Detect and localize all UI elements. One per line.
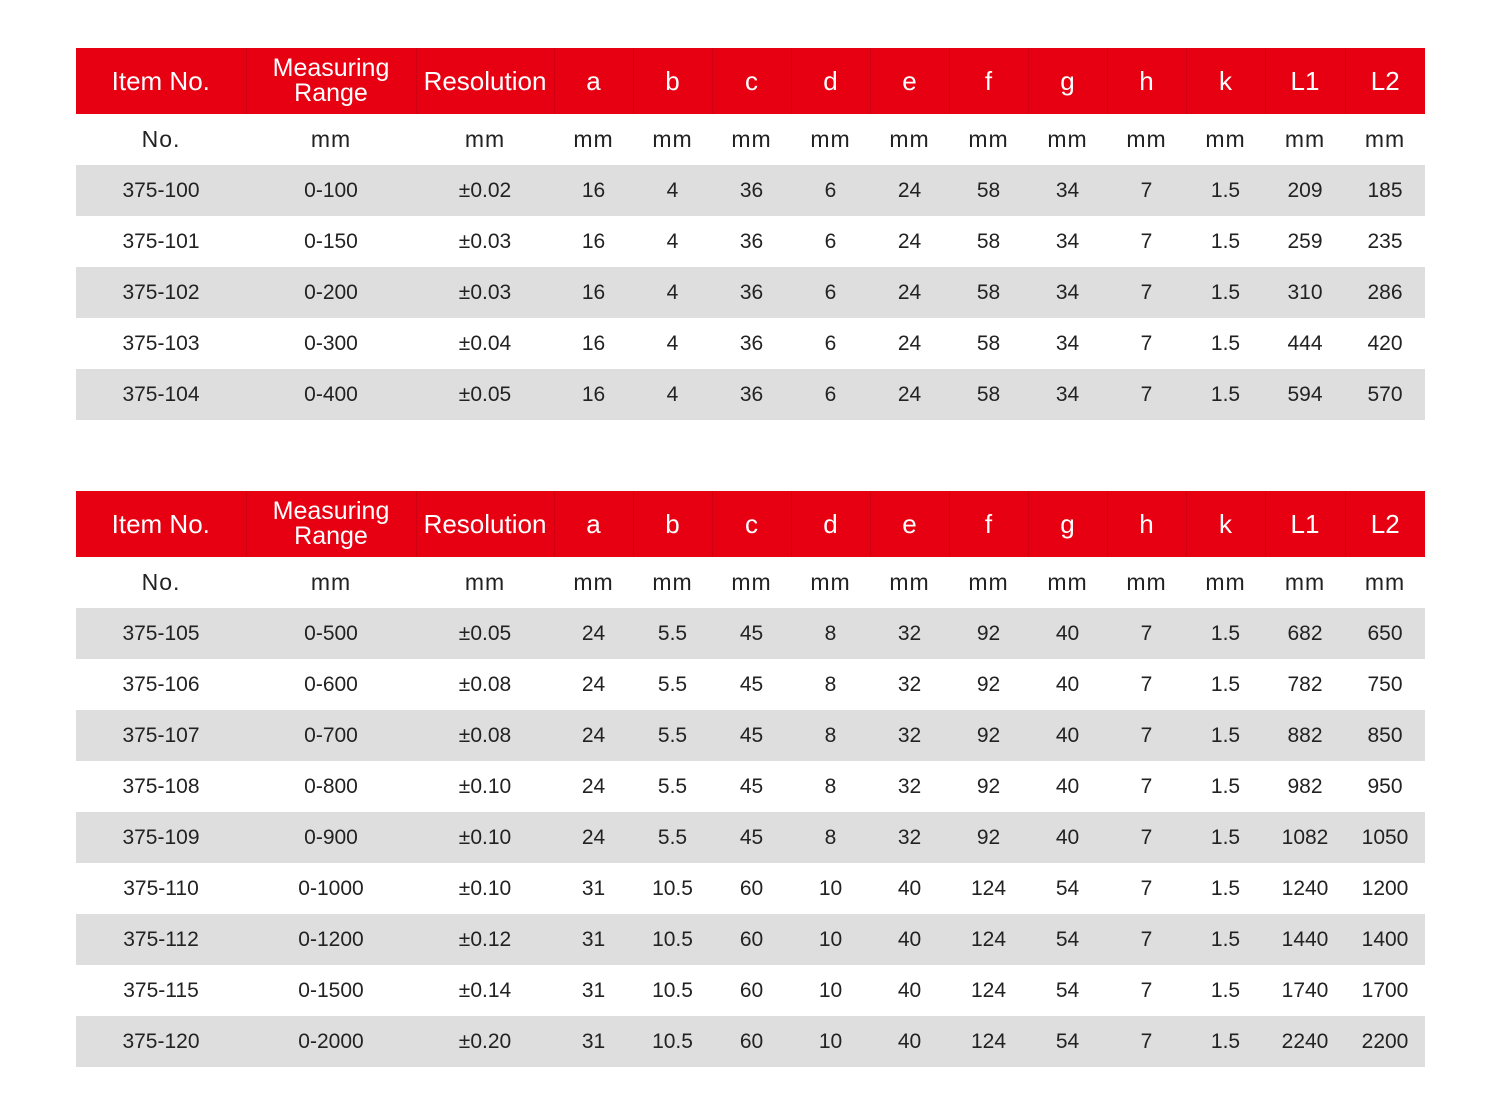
table-cell: ±0.03 bbox=[458, 229, 512, 253]
table-cell: 40 bbox=[870, 914, 949, 965]
table-cell: 1740 bbox=[1281, 978, 1329, 1002]
column-header: a bbox=[554, 491, 633, 557]
table-cell: 0-900 bbox=[246, 812, 416, 863]
unit-cell: mm bbox=[810, 126, 851, 152]
table-cell: 0-2000 bbox=[246, 1016, 416, 1067]
table-cell: 36 bbox=[739, 331, 764, 355]
table-cell: 1200 bbox=[1361, 876, 1409, 900]
column-header: h bbox=[1107, 48, 1186, 114]
column-header: e bbox=[870, 491, 949, 557]
table-cell: 1440 bbox=[1265, 914, 1345, 965]
unit-cell: mm bbox=[810, 569, 851, 595]
table-cell: ±0.08 bbox=[416, 710, 554, 761]
table-row bbox=[76, 914, 1425, 965]
table-cell: 60 bbox=[712, 914, 791, 965]
table-cell: 34 bbox=[1028, 267, 1107, 318]
column-header: Measuring Range bbox=[246, 491, 416, 557]
unit-cell: mm bbox=[1284, 569, 1326, 595]
table-cell: 40 bbox=[870, 1016, 949, 1067]
table-cell: 286 bbox=[1345, 267, 1425, 318]
table-cell: 7 bbox=[1107, 267, 1186, 318]
table-cell: 34 bbox=[1055, 331, 1080, 355]
table-cell: 45 bbox=[712, 710, 791, 761]
column-header: L1 bbox=[1265, 491, 1345, 557]
column-header: L2 bbox=[1370, 65, 1400, 96]
unit-cell: mm bbox=[731, 126, 772, 152]
unit-cell: mm bbox=[652, 126, 693, 152]
table-cell: ±0.02 bbox=[416, 165, 554, 216]
column-header: f bbox=[949, 48, 1028, 114]
table-cell: 682 bbox=[1265, 608, 1345, 659]
table-cell: 2240 bbox=[1265, 1016, 1345, 1067]
table-row bbox=[76, 1016, 1425, 1067]
table-cell: 7 bbox=[1140, 331, 1153, 355]
table-cell: 1.5 bbox=[1186, 165, 1265, 216]
table-cell: 32 bbox=[870, 812, 949, 863]
table-cell: 1.5 bbox=[1186, 710, 1265, 761]
column-header: Measuring Range bbox=[246, 48, 416, 114]
table-cell: 1050 bbox=[1345, 812, 1425, 863]
table-cell: 36 bbox=[712, 165, 791, 216]
column-header: c bbox=[712, 491, 791, 557]
table-cell: ±0.10 bbox=[458, 774, 512, 798]
table-cell: ±0.12 bbox=[416, 914, 554, 965]
table-cell: ±0.05 bbox=[416, 369, 554, 420]
table-cell: 444 bbox=[1287, 331, 1323, 355]
table-cell: 1240 bbox=[1281, 876, 1329, 900]
table-cell: 34 bbox=[1028, 165, 1107, 216]
item-number-cell: 375-120 bbox=[76, 1016, 246, 1067]
table-cell: 24 bbox=[870, 369, 949, 420]
table-cell: 1.5 bbox=[1210, 978, 1241, 1002]
table-cell: 10 bbox=[818, 978, 843, 1002]
unit-cell: mm bbox=[464, 126, 506, 152]
table-cell: 40 bbox=[1055, 672, 1080, 696]
column-header: b bbox=[633, 491, 712, 557]
table-cell: 0-1200 bbox=[246, 914, 416, 965]
table-cell: 1400 bbox=[1345, 914, 1425, 965]
table-cell: 7 bbox=[1107, 369, 1186, 420]
table-cell: 6 bbox=[791, 369, 870, 420]
table-cell: 40 bbox=[1028, 812, 1107, 863]
table-cell: 45 bbox=[739, 774, 764, 798]
table-cell: 31 bbox=[581, 978, 606, 1002]
spec-table-1 bbox=[76, 48, 1425, 420]
unit-cell: mm bbox=[310, 569, 352, 595]
table-cell: 16 bbox=[581, 331, 606, 355]
table-cell: 6 bbox=[824, 229, 837, 253]
table-cell: 570 bbox=[1345, 369, 1425, 420]
table-cell: 4 bbox=[666, 229, 679, 253]
table-cell: 0-100 bbox=[246, 165, 416, 216]
unit-cell: mm bbox=[1047, 126, 1088, 152]
table-cell: 36 bbox=[712, 267, 791, 318]
item-number-cell: 375-101 bbox=[122, 229, 200, 253]
table-cell: 7 bbox=[1107, 165, 1186, 216]
table-cell: 7 bbox=[1107, 608, 1186, 659]
table-cell: 5.5 bbox=[657, 774, 688, 798]
unit-cell: mm bbox=[889, 569, 930, 595]
table-cell: 1.5 bbox=[1186, 267, 1265, 318]
table-cell: 54 bbox=[1055, 978, 1080, 1002]
table-cell: 40 bbox=[897, 978, 922, 1002]
table-cell: 5.5 bbox=[633, 812, 712, 863]
unit-cell: mm bbox=[310, 126, 352, 152]
table-cell: 24 bbox=[554, 710, 633, 761]
table-cell: 185 bbox=[1345, 165, 1425, 216]
column-header: k bbox=[1186, 491, 1265, 557]
table-cell: 92 bbox=[976, 672, 1001, 696]
table-cell: 24 bbox=[870, 267, 949, 318]
column-header: d bbox=[791, 491, 870, 557]
table-cell: 10.5 bbox=[633, 914, 712, 965]
table-cell: 0-600 bbox=[304, 672, 358, 696]
item-number-cell: 375-112 bbox=[76, 914, 246, 965]
table-cell: 31 bbox=[554, 1016, 633, 1067]
table-cell: ±0.10 bbox=[458, 876, 512, 900]
table-row bbox=[76, 318, 1425, 369]
table-cell: 58 bbox=[976, 229, 1001, 253]
table-cell: 16 bbox=[554, 369, 633, 420]
column-header: g bbox=[1028, 491, 1107, 557]
table-cell: 0-400 bbox=[246, 369, 416, 420]
table-cell: 10.5 bbox=[652, 978, 693, 1002]
table-row bbox=[76, 608, 1425, 659]
table-cell: 8 bbox=[791, 812, 870, 863]
column-header: d bbox=[791, 48, 870, 114]
table-cell: 60 bbox=[739, 876, 764, 900]
table-cell: 1.5 bbox=[1210, 229, 1241, 253]
unit-cell: mm bbox=[1205, 569, 1246, 595]
table-cell: 32 bbox=[897, 672, 922, 696]
table-cell: 54 bbox=[1055, 876, 1080, 900]
header-row bbox=[76, 491, 1425, 557]
table-cell: 7 bbox=[1140, 672, 1153, 696]
table-cell: 1.5 bbox=[1210, 774, 1241, 798]
table-cell: ±0.10 bbox=[416, 812, 554, 863]
table-cell: 16 bbox=[581, 229, 606, 253]
table-cell: 7 bbox=[1107, 1016, 1186, 1067]
table-cell: 8 bbox=[791, 710, 870, 761]
item-number-cell: 375-103 bbox=[122, 331, 200, 355]
table-cell: 92 bbox=[949, 812, 1028, 863]
item-number-cell: 375-110 bbox=[123, 876, 199, 900]
table-cell: 7 bbox=[1107, 710, 1186, 761]
unit-cell: mm bbox=[1047, 569, 1088, 595]
table-cell: 60 bbox=[712, 1016, 791, 1067]
table-cell: 4 bbox=[633, 369, 712, 420]
table-cell: 6 bbox=[824, 331, 837, 355]
spec-table-2 bbox=[76, 491, 1425, 1067]
table-cell: 36 bbox=[739, 229, 764, 253]
table-cell: 45 bbox=[712, 812, 791, 863]
column-header: L1 bbox=[1265, 48, 1345, 114]
table-row bbox=[76, 659, 1425, 710]
table-row bbox=[76, 965, 1425, 1016]
table-cell: 0-700 bbox=[246, 710, 416, 761]
table-cell: 10 bbox=[818, 876, 843, 900]
table-cell: 8 bbox=[791, 608, 870, 659]
table-cell: 58 bbox=[949, 369, 1028, 420]
table-cell: 31 bbox=[581, 876, 606, 900]
unit-cell: mm bbox=[968, 569, 1009, 595]
table-cell: ±0.08 bbox=[458, 672, 512, 696]
table-cell: 54 bbox=[1028, 914, 1107, 965]
table-cell: 950 bbox=[1367, 774, 1403, 798]
column-header: e bbox=[870, 48, 949, 114]
table-cell: 4 bbox=[633, 165, 712, 216]
item-number-cell: 375-100 bbox=[76, 165, 246, 216]
column-header: c bbox=[712, 48, 791, 114]
table-cell: 24 bbox=[897, 229, 922, 253]
table-row bbox=[76, 267, 1425, 318]
table-cell: 1700 bbox=[1361, 978, 1409, 1002]
item-number-cell: 375-102 bbox=[76, 267, 246, 318]
header-row bbox=[76, 48, 1425, 114]
table-cell: 58 bbox=[976, 331, 1001, 355]
column-header: Resolution bbox=[416, 48, 554, 114]
table-cell: 54 bbox=[1028, 1016, 1107, 1067]
table-cell: 7 bbox=[1107, 812, 1186, 863]
table-cell: ±0.20 bbox=[416, 1016, 554, 1067]
unit-row bbox=[76, 557, 1425, 608]
unit-cell: mm bbox=[1126, 569, 1167, 595]
table-cell: 7 bbox=[1140, 978, 1153, 1002]
column-header: h bbox=[1107, 491, 1186, 557]
table-row bbox=[76, 216, 1425, 267]
table-cell: 235 bbox=[1367, 229, 1403, 253]
table-cell: 45 bbox=[739, 672, 764, 696]
unit-cell: mm bbox=[652, 569, 693, 595]
item-number-cell: 375-107 bbox=[76, 710, 246, 761]
table-row bbox=[76, 863, 1425, 914]
unit-cell: mm bbox=[1126, 126, 1167, 152]
unit-cell: mm bbox=[1364, 569, 1406, 595]
unit-cell: mm bbox=[731, 569, 772, 595]
table-cell: 32 bbox=[897, 774, 922, 798]
table-cell: 10.5 bbox=[633, 1016, 712, 1067]
column-header: L2 bbox=[1370, 508, 1400, 539]
table-cell: 882 bbox=[1265, 710, 1345, 761]
table-cell: 5.5 bbox=[657, 672, 688, 696]
table-cell: 124 bbox=[949, 1016, 1028, 1067]
table-cell: 0-800 bbox=[304, 774, 358, 798]
table-cell: 0-1500 bbox=[298, 978, 364, 1002]
table-cell: 1.5 bbox=[1186, 369, 1265, 420]
table-row bbox=[76, 812, 1425, 863]
table-cell: 24 bbox=[554, 812, 633, 863]
table-row bbox=[76, 369, 1425, 420]
table-cell: 92 bbox=[949, 608, 1028, 659]
table-cell: 8 bbox=[824, 672, 837, 696]
table-cell: 1.5 bbox=[1210, 876, 1241, 900]
table-cell: 310 bbox=[1265, 267, 1345, 318]
table-cell: ±0.03 bbox=[416, 267, 554, 318]
table-cell: 1.5 bbox=[1210, 331, 1241, 355]
column-header: a bbox=[554, 48, 633, 114]
table-cell: 6 bbox=[791, 165, 870, 216]
item-number-cell: 375-109 bbox=[76, 812, 246, 863]
table-cell: 6 bbox=[791, 267, 870, 318]
column-header: b bbox=[633, 48, 712, 114]
column-header: Resolution bbox=[416, 491, 554, 557]
table-cell: 1.5 bbox=[1186, 812, 1265, 863]
unit-cell: mm bbox=[1364, 126, 1406, 152]
table-cell: 4 bbox=[633, 267, 712, 318]
table-cell: 34 bbox=[1028, 369, 1107, 420]
unit-cell: mm bbox=[573, 569, 614, 595]
unit-cell: No. bbox=[141, 126, 181, 152]
table-cell: 58 bbox=[949, 165, 1028, 216]
table-cell: 1.5 bbox=[1210, 672, 1241, 696]
table-cell: 31 bbox=[554, 914, 633, 965]
table-cell: 5.5 bbox=[633, 608, 712, 659]
item-number-cell: 375-106 bbox=[122, 672, 200, 696]
table-cell: 4 bbox=[666, 331, 679, 355]
table-cell: 92 bbox=[949, 710, 1028, 761]
table-cell: 850 bbox=[1345, 710, 1425, 761]
item-number-cell: 375-104 bbox=[76, 369, 246, 420]
unit-cell: No. bbox=[141, 569, 181, 595]
table-cell: 45 bbox=[712, 608, 791, 659]
column-header: Item No. bbox=[76, 491, 246, 557]
unit-cell: mm bbox=[573, 126, 614, 152]
table-cell: 650 bbox=[1345, 608, 1425, 659]
table-cell: 58 bbox=[949, 267, 1028, 318]
table-cell: 1.5 bbox=[1186, 914, 1265, 965]
table-cell: 594 bbox=[1265, 369, 1345, 420]
table-cell: 24 bbox=[581, 774, 606, 798]
table-cell: 124 bbox=[949, 914, 1028, 965]
table-cell: 40 bbox=[897, 876, 922, 900]
unit-cell: mm bbox=[464, 569, 506, 595]
table-row bbox=[76, 710, 1425, 761]
table-cell: 8 bbox=[824, 774, 837, 798]
table-cell: ±0.04 bbox=[458, 331, 512, 355]
table-cell: 7 bbox=[1140, 229, 1153, 253]
table-cell: 10 bbox=[791, 1016, 870, 1067]
table-cell: 60 bbox=[739, 978, 764, 1002]
table-cell: 7 bbox=[1140, 876, 1153, 900]
table-cell: 2200 bbox=[1345, 1016, 1425, 1067]
table-cell: 36 bbox=[712, 369, 791, 420]
column-header: g bbox=[1028, 48, 1107, 114]
table-cell: 0-1000 bbox=[298, 876, 364, 900]
table-cell: 5.5 bbox=[633, 710, 712, 761]
table-cell: 124 bbox=[970, 876, 1007, 900]
table-cell: 16 bbox=[554, 267, 633, 318]
table-cell: 40 bbox=[1028, 608, 1107, 659]
table-cell: 1082 bbox=[1265, 812, 1345, 863]
table-cell: 0-200 bbox=[246, 267, 416, 318]
column-header: k bbox=[1186, 48, 1265, 114]
table-cell: 7 bbox=[1140, 774, 1153, 798]
table-cell: 32 bbox=[870, 608, 949, 659]
table-row bbox=[76, 761, 1425, 812]
table-cell: 92 bbox=[976, 774, 1001, 798]
table-cell: 1.5 bbox=[1186, 608, 1265, 659]
unit-cell: mm bbox=[1284, 126, 1326, 152]
unit-cell: mm bbox=[1205, 126, 1246, 152]
item-number-cell: 375-108 bbox=[122, 774, 200, 798]
table-cell: 782 bbox=[1287, 672, 1323, 696]
table-cell: 10.5 bbox=[652, 876, 693, 900]
table-cell: 982 bbox=[1287, 774, 1323, 798]
item-number-cell: 375-105 bbox=[76, 608, 246, 659]
table-cell: 10 bbox=[791, 914, 870, 965]
table-cell: 0-300 bbox=[304, 331, 358, 355]
table-cell: 124 bbox=[970, 978, 1007, 1002]
table-cell: 40 bbox=[1055, 774, 1080, 798]
table-cell: 24 bbox=[581, 672, 606, 696]
table-cell: 420 bbox=[1367, 331, 1403, 355]
table-cell: 1.5 bbox=[1186, 1016, 1265, 1067]
table-cell: 34 bbox=[1055, 229, 1080, 253]
table-cell: 0-500 bbox=[246, 608, 416, 659]
unit-cell: mm bbox=[968, 126, 1009, 152]
item-number-cell: 375-115 bbox=[123, 978, 199, 1002]
table-cell: 209 bbox=[1265, 165, 1345, 216]
table-cell: 7 bbox=[1107, 914, 1186, 965]
unit-cell: mm bbox=[889, 126, 930, 152]
unit-row bbox=[76, 114, 1425, 165]
table-cell: 32 bbox=[870, 710, 949, 761]
table-cell: ±0.14 bbox=[458, 978, 512, 1002]
table-cell: 24 bbox=[870, 165, 949, 216]
column-header: f bbox=[949, 491, 1028, 557]
table-row bbox=[76, 165, 1425, 216]
data-rows bbox=[76, 608, 1425, 1067]
table-cell: 259 bbox=[1287, 229, 1323, 253]
table-cell: ±0.05 bbox=[416, 608, 554, 659]
table-cell: 750 bbox=[1367, 672, 1403, 696]
data-rows bbox=[76, 165, 1425, 420]
table-cell: 40 bbox=[1028, 710, 1107, 761]
column-header: Item No. bbox=[76, 48, 246, 114]
table-cell: 24 bbox=[554, 608, 633, 659]
table-cell: 0-150 bbox=[304, 229, 358, 253]
table-cell: 24 bbox=[897, 331, 922, 355]
table-cell: 16 bbox=[554, 165, 633, 216]
